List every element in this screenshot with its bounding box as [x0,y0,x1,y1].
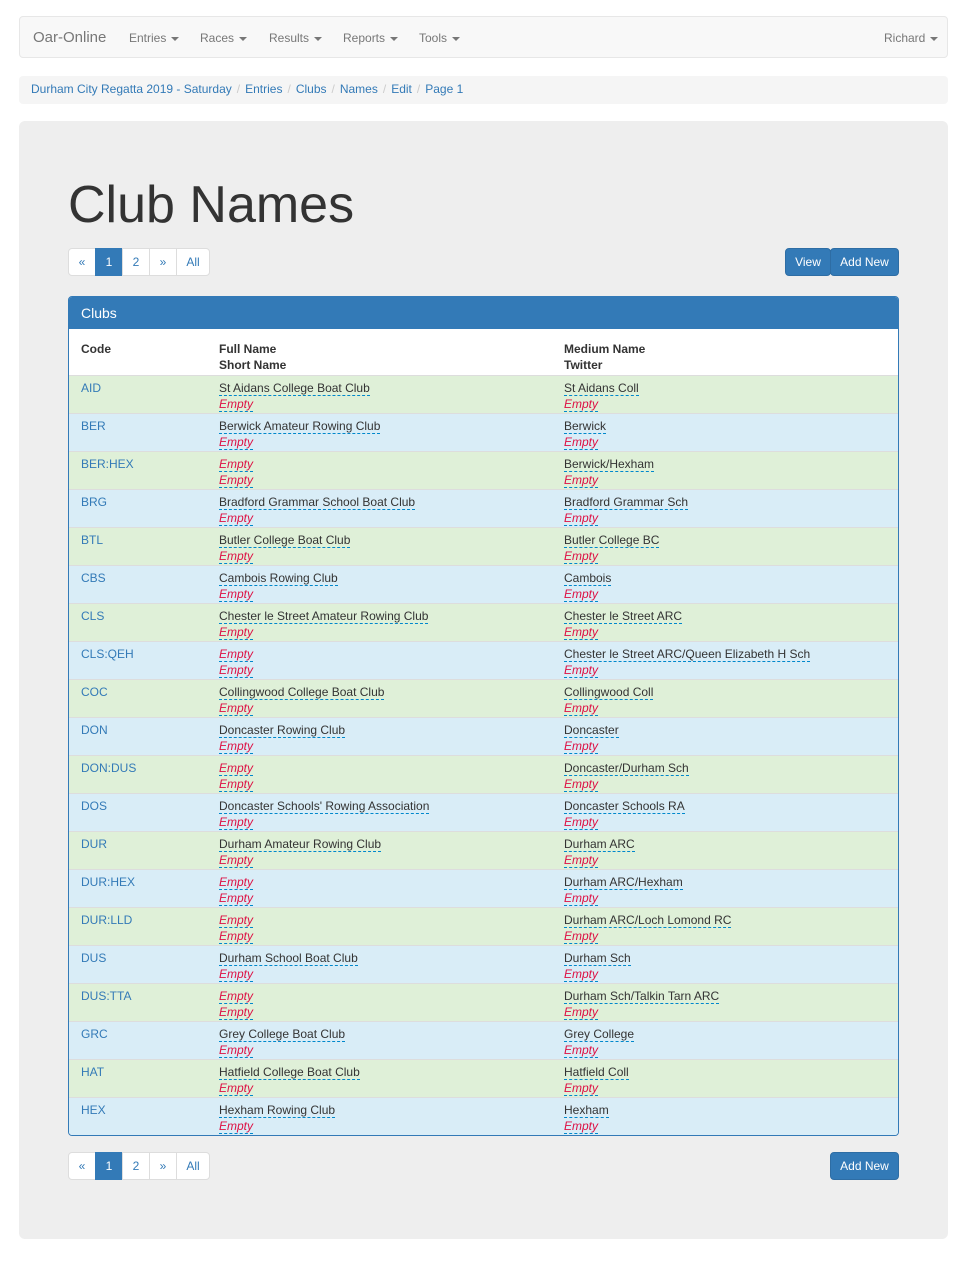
full-name-editable[interactable]: Berwick Amateur Rowing Club [219,418,381,433]
code-cell [69,489,207,527]
table-row [69,945,898,983]
medium-name-editable[interactable]: Berwick [564,418,607,433]
medium-cell [552,527,898,565]
club-code-link[interactable]: BTL [81,532,104,547]
medium-name-editable[interactable]: Cambois [564,570,612,585]
medium-cell [552,603,898,641]
twitter-editable[interactable]: Empty [564,1043,599,1057]
full-name-editable[interactable]: Empty [219,646,254,661]
chevron-down-icon [390,37,398,41]
name-cell [207,641,552,679]
short-name-editable[interactable]: Empty [219,511,254,525]
full-name-editable[interactable]: Empty [219,760,254,775]
menu-user[interactable] [884,31,938,45]
name-cell [207,375,552,413]
code-cell [69,831,207,869]
header-code-label: Code [81,342,111,356]
twitter-editable[interactable]: Empty [564,739,599,753]
name-cell [207,1059,552,1097]
short-name-editable[interactable]: Empty [219,473,254,487]
medium-name-editable[interactable]: Durham ARC/Hexham [564,874,683,889]
code-cell [69,603,207,641]
code-cell [69,1097,207,1135]
full-name-editable[interactable]: Hexham Rowing Club [219,1102,336,1117]
name-cell [207,451,552,489]
name-cell [207,527,552,565]
medium-name-editable[interactable]: Grey College [564,1026,635,1041]
pagination-all[interactable]: All [176,248,210,276]
twitter-editable[interactable]: Empty [564,1081,599,1095]
medium-name-editable[interactable]: Durham ARC/Loch Lomond RC [564,912,732,927]
club-code-link[interactable]: DUR:HEX [81,874,136,889]
name-cell [207,793,552,831]
code-cell [69,451,207,489]
code-cell [69,945,207,983]
pagination-prev[interactable]: « [68,1152,96,1180]
table-row [69,755,898,793]
code-cell [69,527,207,565]
code-cell [69,793,207,831]
name-cell [207,983,552,1021]
menu-entries[interactable] [129,31,179,45]
name-cell [207,413,552,451]
table-row [69,793,898,831]
name-cell [207,603,552,641]
table-header-row [69,329,898,375]
chevron-down-icon [171,37,179,41]
short-name-editable[interactable]: Empty [219,625,254,639]
club-code-link[interactable]: CBS [81,570,106,585]
table-row [69,603,898,641]
medium-cell [552,717,898,755]
menu-reports-label: Reports [343,31,386,45]
medium-cell [552,1059,898,1097]
name-cell [207,907,552,945]
menu-reports[interactable] [343,31,398,45]
code-cell [69,717,207,755]
code-cell [69,755,207,793]
brand-link[interactable]: Oar-Online [33,29,107,46]
code-cell [69,679,207,717]
pagination-bottom [68,1152,210,1180]
short-name-editable[interactable]: Empty [219,853,254,867]
breadcrumb-separator: / [382,82,387,96]
short-name-editable[interactable]: Empty [219,1043,254,1057]
club-code-link[interactable]: COC [81,684,108,699]
code-cell [69,413,207,451]
full-name-editable[interactable]: Doncaster Rowing Club [219,722,346,737]
navbar [19,16,948,58]
twitter-editable[interactable]: Empty [564,929,599,943]
code-cell [69,983,207,1021]
menu-results[interactable] [269,31,322,45]
breadcrumb-separator: / [331,82,335,96]
medium-cell [552,375,898,413]
menu-entries-label: Entries [129,31,167,45]
chevron-down-icon [314,37,322,41]
medium-cell [552,831,898,869]
code-cell [69,375,207,413]
pagination-next[interactable]: » [149,1152,177,1180]
name-cell [207,489,552,527]
pagination-page-1[interactable]: 1 [95,248,123,276]
menu-tools[interactable] [419,31,460,45]
header-full-short [207,329,552,375]
name-cell [207,755,552,793]
medium-cell [552,869,898,907]
full-name-editable[interactable]: Chester le Street Amateur Rowing Club [219,608,429,623]
short-name-editable[interactable]: Empty [219,777,254,791]
table-row [69,679,898,717]
short-name-editable[interactable]: Empty [219,929,254,943]
twitter-editable[interactable]: Empty [564,397,599,411]
name-cell [207,1097,552,1135]
table-row [69,1021,898,1059]
club-code-link[interactable]: DUS:TTA [81,988,132,1003]
short-name-editable[interactable]: Empty [219,1119,254,1133]
page-title: Club Names [68,176,355,234]
medium-cell [552,641,898,679]
full-name-editable[interactable]: Doncaster Schools' Rowing Association [219,798,430,813]
medium-cell [552,945,898,983]
medium-cell [552,679,898,717]
twitter-editable[interactable]: Empty [564,701,599,715]
medium-cell [552,793,898,831]
short-name-editable[interactable]: Empty [219,435,254,449]
clubs-panel [68,296,899,1136]
short-name-editable[interactable]: Empty [219,663,254,677]
code-cell [69,1059,207,1097]
twitter-editable[interactable]: Empty [564,473,599,487]
twitter-editable[interactable]: Empty [564,625,599,639]
medium-cell [552,451,898,489]
name-cell [207,679,552,717]
medium-name-editable[interactable]: Berwick/Hexham [564,456,655,471]
club-code-link[interactable]: GRC [81,1026,108,1041]
header-full-name-label: Full Name [219,342,277,356]
breadcrumb-regatta[interactable]: Durham City Regatta 2019 - Saturday [31,82,232,96]
full-name-editable[interactable]: Durham Amateur Rowing Club [219,836,382,851]
short-name-editable[interactable]: Empty [219,1005,254,1019]
medium-cell [552,755,898,793]
short-name-editable[interactable]: Empty [219,967,254,981]
twitter-editable[interactable]: Empty [564,435,599,449]
short-name-editable[interactable]: Empty [219,815,254,829]
medium-name-editable[interactable]: Chester le Street ARC [564,608,683,623]
table-row [69,717,898,755]
medium-cell [552,565,898,603]
club-code-link[interactable]: BRG [81,494,108,509]
breadcrumb [19,76,948,104]
twitter-editable[interactable]: Empty [564,549,599,563]
short-name-editable[interactable]: Empty [219,549,254,563]
table-row [69,1059,898,1097]
pagination-page-2[interactable]: 2 [122,248,150,276]
club-code-link[interactable]: DON:DUS [81,760,137,775]
full-name-editable[interactable]: Butler College Boat Club [219,532,351,547]
medium-cell [552,983,898,1021]
full-name-editable[interactable]: Cambois Rowing Club [219,570,338,585]
view-button[interactable]: View [785,248,831,276]
club-code-link[interactable]: DUR [81,836,107,851]
club-code-link[interactable]: DUR:LLD [81,912,133,927]
table-row [69,1097,898,1135]
table-row [69,641,898,679]
club-code-link[interactable]: DON [81,722,108,737]
full-name-editable[interactable]: Empty [219,912,254,927]
table-row [69,983,898,1021]
pagination-top [68,248,210,276]
table-row [69,565,898,603]
clubs-table [69,329,898,1135]
name-cell [207,717,552,755]
name-cell [207,831,552,869]
menu-user-label: Richard [884,31,926,45]
medium-name-editable[interactable]: Bradford Grammar Sch [564,494,689,509]
full-name-editable[interactable]: Collingwood College Boat Club [219,684,385,699]
breadcrumb-entries[interactable]: Entries [245,82,283,96]
twitter-editable[interactable]: Empty [564,587,599,601]
menu-tools-label: Tools [419,31,448,45]
club-code-link[interactable]: HAT [81,1064,105,1079]
full-name-editable[interactable]: Hatfield College Boat Club [219,1064,360,1079]
full-name-editable[interactable]: Grey College Boat Club [219,1026,346,1041]
table-row [69,451,898,489]
club-code-link[interactable]: DUS [81,950,107,965]
menu-races-label: Races [200,31,235,45]
short-name-editable[interactable]: Empty [219,587,254,601]
club-code-link[interactable]: CLS:QEH [81,646,134,661]
name-cell [207,1021,552,1059]
code-cell [69,1021,207,1059]
twitter-editable[interactable]: Empty [564,967,599,981]
breadcrumb-separator: / [416,82,421,96]
medium-cell [552,1097,898,1135]
medium-name-editable[interactable]: Collingwood Coll [564,684,654,699]
add-new-button[interactable]: Add New [830,248,899,276]
short-name-editable[interactable]: Empty [219,701,254,715]
pagination-all[interactable]: All [176,1152,210,1180]
short-name-editable[interactable]: Empty [219,891,254,905]
breadcrumb-separator: / [287,82,291,96]
medium-name-editable[interactable]: Durham Sch/Talkin Tarn ARC [564,988,720,1003]
full-name-editable[interactable]: Empty [219,874,254,889]
twitter-editable[interactable]: Empty [564,1005,599,1019]
twitter-editable[interactable]: Empty [564,891,599,905]
twitter-editable[interactable]: Empty [564,815,599,829]
table-row [69,869,898,907]
twitter-editable[interactable]: Empty [564,853,599,867]
pagination-prev[interactable]: « [68,248,96,276]
medium-name-editable[interactable]: Hexham [564,1102,609,1117]
breadcrumb-clubs[interactable]: Clubs [295,82,327,96]
header-code [69,329,207,375]
menu-races[interactable] [200,31,247,45]
name-cell [207,945,552,983]
twitter-editable[interactable]: Empty [564,777,599,791]
pagination-page-1[interactable]: 1 [95,1152,123,1180]
twitter-editable[interactable]: Empty [564,663,599,677]
header-medium-twitter [552,329,898,375]
breadcrumb-page[interactable]: Page 1 [425,82,464,96]
breadcrumb-edit[interactable]: Edit [391,82,412,96]
table-row [69,831,898,869]
table-row [69,413,898,451]
header-twitter-label: Twitter [564,358,603,372]
full-name-editable[interactable]: Empty [219,456,254,471]
club-code-link[interactable]: CLS [81,608,105,623]
medium-name-editable[interactable]: Doncaster Schools RA [564,798,685,813]
header-short-name-label: Short Name [219,358,287,372]
medium-name-editable[interactable]: Hatfield Coll [564,1064,629,1079]
add-new-button-bottom[interactable]: Add New [830,1152,899,1180]
pagination-next[interactable]: » [149,248,177,276]
table-row [69,375,898,413]
medium-name-editable[interactable]: Chester le Street ARC/Queen Elizabeth H Sch [564,646,811,661]
table-row [69,489,898,527]
chevron-down-icon [452,37,460,41]
chevron-down-icon [239,37,247,41]
club-code-link[interactable]: AID [81,380,102,395]
breadcrumb-names[interactable]: Names [339,82,378,96]
full-name-editable[interactable]: Durham School Boat Club [219,950,358,965]
full-name-editable[interactable]: Empty [219,988,254,1003]
code-cell [69,869,207,907]
breadcrumb-separator: / [236,82,241,96]
full-name-editable[interactable]: Bradford Grammar School Boat Club [219,494,416,509]
table-row [69,907,898,945]
club-code-link[interactable]: DOS [81,798,108,813]
medium-name-editable[interactable]: Durham ARC [564,836,635,851]
medium-cell [552,907,898,945]
name-cell [207,869,552,907]
header-medium-name-label: Medium Name [564,342,646,356]
short-name-editable[interactable]: Empty [219,397,254,411]
short-name-editable[interactable]: Empty [219,1081,254,1095]
twitter-editable[interactable]: Empty [564,511,599,525]
menu-results-label: Results [269,31,310,45]
medium-cell [552,1021,898,1059]
club-code-link[interactable]: BER:HEX [81,456,134,471]
full-name-editable[interactable]: St Aidans College Boat Club [219,380,370,395]
code-cell [69,907,207,945]
table-row [69,527,898,565]
medium-name-editable[interactable]: St Aidans Coll [564,380,639,395]
name-cell [207,565,552,603]
code-cell [69,641,207,679]
medium-cell [552,413,898,451]
medium-name-editable[interactable]: Butler College BC [564,532,660,547]
panel-title: Clubs [69,297,898,329]
medium-name-editable[interactable]: Doncaster [564,722,619,737]
chevron-down-icon [930,37,938,41]
short-name-editable[interactable]: Empty [219,739,254,753]
medium-name-editable[interactable]: Durham Sch [564,950,631,965]
pagination-page-2[interactable]: 2 [122,1152,150,1180]
code-cell [69,565,207,603]
medium-cell [552,489,898,527]
club-code-link[interactable]: BER [81,418,106,433]
twitter-editable[interactable]: Empty [564,1119,599,1133]
medium-name-editable[interactable]: Doncaster/Durham Sch [564,760,689,775]
club-code-link[interactable]: HEX [81,1102,106,1117]
